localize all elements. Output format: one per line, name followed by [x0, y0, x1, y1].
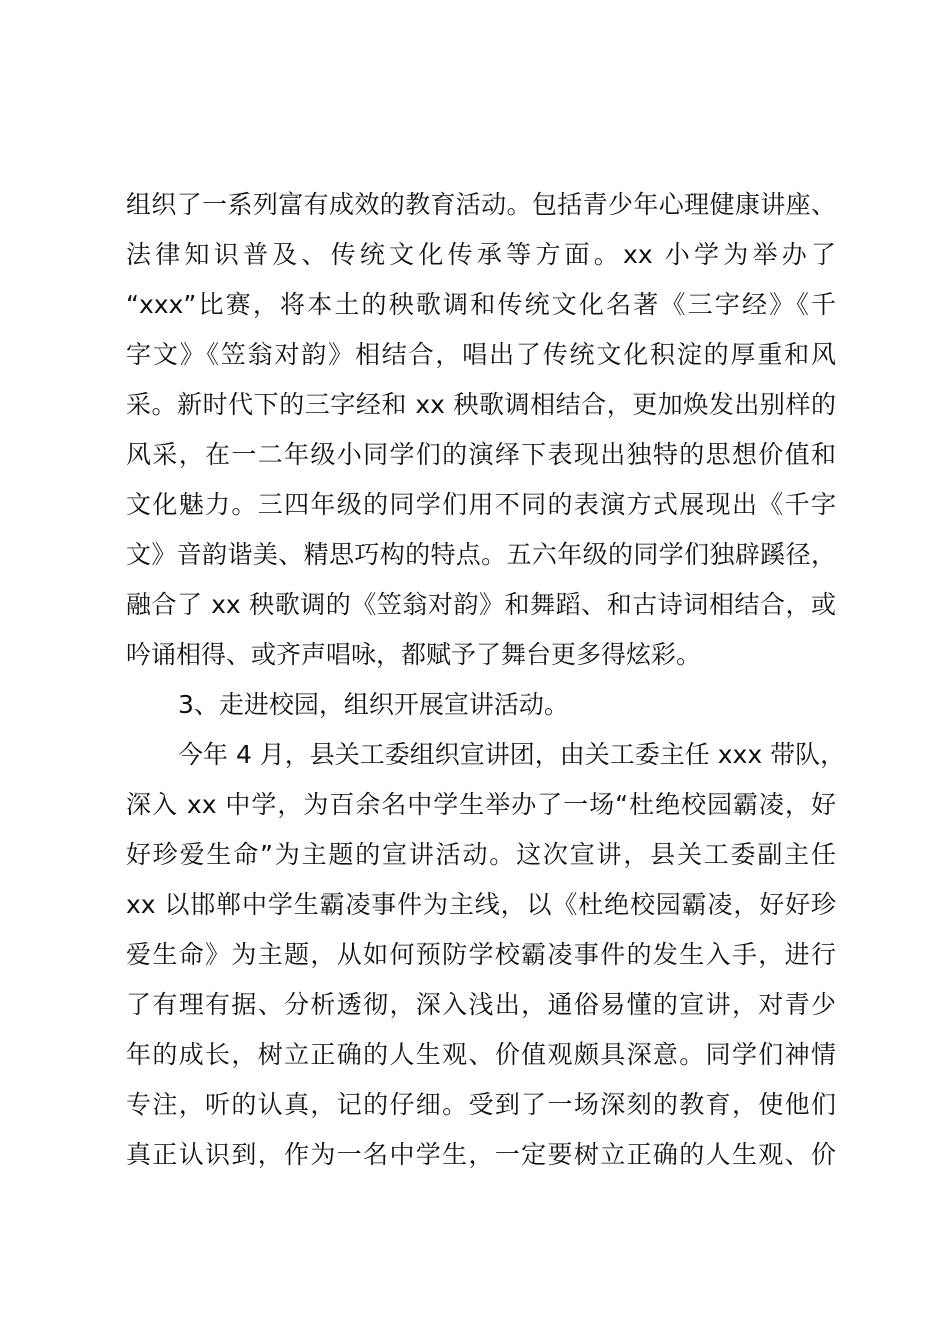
text-line: 法律知识普及、传统文化传承等方面。xx 小学为举办了 [126, 240, 836, 269]
text-line: 今年 4 月，县关工委组织宣讲团，由关工委主任 xxx 带队， [178, 740, 846, 769]
text-line: 真正认识到，作为一名中学生，一定要树立正确的人生观、价 [126, 1140, 836, 1169]
text-line: 爱生命》为主题，从如何预防学校霸凌事件的发生入手，进行 [126, 940, 836, 969]
text-line: 融合了 xx 秧歌调的《笠翁对韵》和舞蹈、和古诗词相结合，或 [126, 590, 836, 619]
text-line: 专注，听的认真，记的仔细。受到了一场深刻的教育，使他们 [126, 1090, 836, 1119]
text-line: 好珍爱生命”为主题的宣讲活动。这次宣讲，县关工委副主任 [126, 840, 836, 869]
text-line: 字文》《笠翁对韵》相结合，唱出了传统文化积淀的厚重和风 [126, 340, 836, 369]
text-line: 文》音韵谐美、精思巧构的特点。五六年级的同学们独辟蹊径， [126, 540, 836, 569]
text-line: 了有理有据、分析透彻，深入浅出，通俗易懂的宣讲，对青少 [126, 990, 836, 1019]
text-line: 吟诵相得、或齐声唱咏，都赋予了舞台更多得炫彩。 [126, 640, 702, 669]
text-line: 组织了一系列富有成效的教育活动。包括青少年心理健康讲座、 [126, 190, 836, 219]
text-line: 风采，在一二年级小同学们的演绎下表现出独特的思想价值和 [126, 440, 836, 469]
document-body [126, 180, 846, 1180]
text-line: xx 以邯郸中学生霸凌事件为主线，以《杜绝校园霸凌，好好珍 [126, 890, 836, 919]
section-heading: 3、走进校园，组织开展宣讲活动。 [178, 690, 569, 719]
text-line: “xxx”比赛，将本土的秧歌调和传统文化名著《三字经》《千 [126, 290, 836, 319]
text-line: 年的成长，树立正确的人生观、价值观颇具深意。同学们神情 [126, 1040, 836, 1069]
text-line: 文化魅力。三四年级的同学们用不同的表演方式展现出《千字 [126, 490, 836, 519]
text-line: 采。新时代下的三字经和 xx 秧歌调相结合，更加焕发出别样的 [126, 390, 836, 419]
text-line: 深入 xx 中学，为百余名中学生举办了一场“杜绝校园霸凌，好 [126, 790, 836, 819]
